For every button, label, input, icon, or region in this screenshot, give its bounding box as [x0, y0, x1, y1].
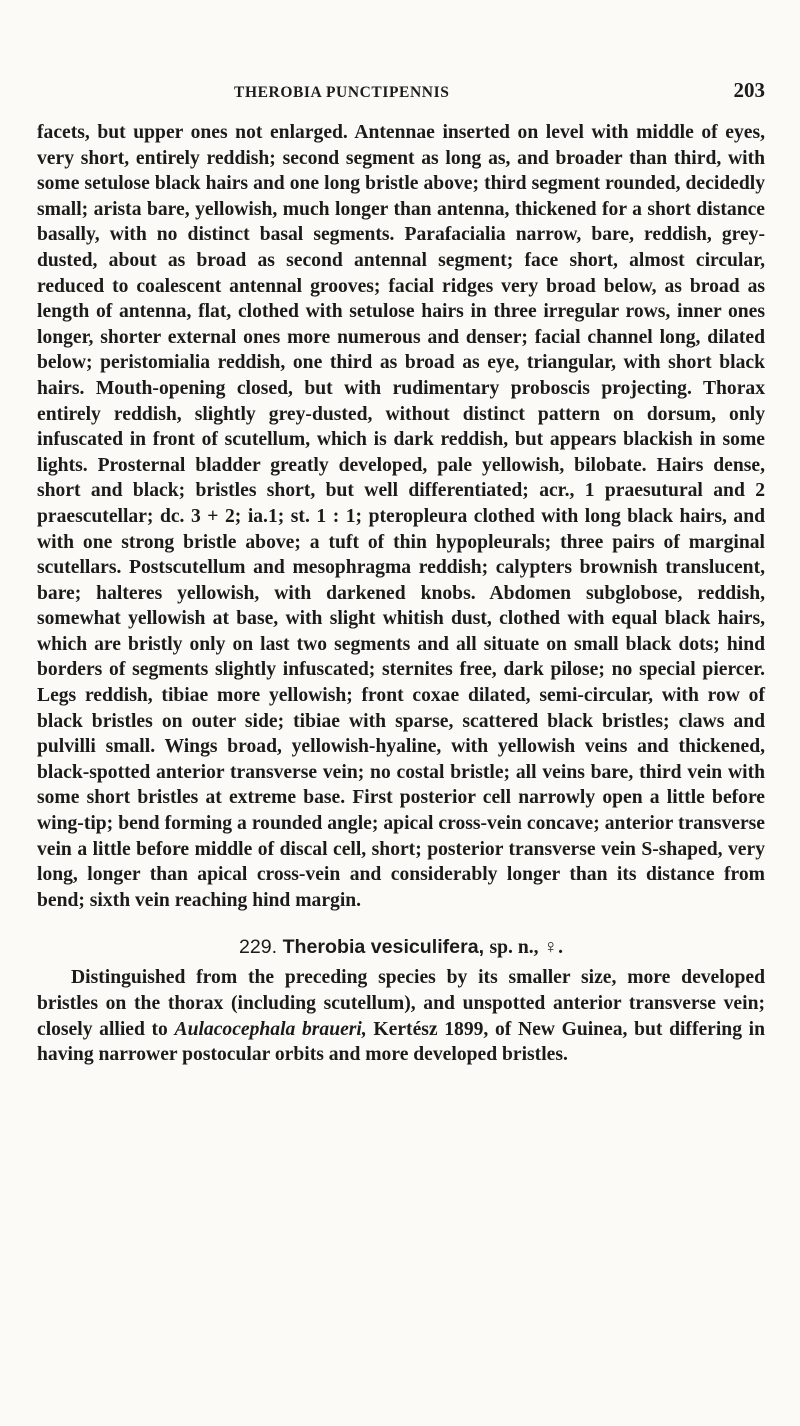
- page-number: 203: [733, 78, 765, 102]
- species-status: sp. n., ♀.: [489, 937, 564, 959]
- species-name: Therobia vesiculifera,: [282, 936, 485, 959]
- running-head: [37, 78, 765, 108]
- species-number: 229.: [238, 936, 278, 959]
- running-title: THEROBIA PUNCTIPENNIS: [234, 84, 450, 101]
- species-heading: [37, 934, 765, 961]
- body-text: [37, 120, 765, 1068]
- diagnosis-text-1: Distinguished from the preceding species by its smaller size, more developed bristles on the thorax (including scutellum), and unspotted anterior transverse vein; closely allied to: [37, 967, 765, 1040]
- page: [37, 78, 765, 1068]
- taxon-citation: Aulacocephala braueri,: [174, 1018, 367, 1040]
- diagnosis-paragraph: [37, 965, 765, 1067]
- diagnosis-text-2: Kertész 1899, of New Guinea, but differing in having narrower postocular orbits and more developed bristles.: [37, 1018, 765, 1066]
- description-paragraph: facets, but upper ones not enlarged. Antennae inserted on level with middle of eyes, very short, entirely reddish; second segment as long as, and broader than third, with some setulose black hairs and one long bristle above; third segment rounded, decidedly small; arista bare, yellowish, much longer than antenna, thickened for a short distance basally, with no distinct basal segments. Parafacialia narrow, bare, reddish, grey-dusted, about as broad as second antennal segment; face short, almost circular, reduced to coalescent antennal grooves; facial ridges very broad below, as broad as length of antenna, flat, clothed with setulose hairs in three irregular rows, inner ones longer, shorter external ones more numerous and denser; facial channel long, dilated below; peristomialia reddish, one third as broad as eye, triangular, with short black hairs. Mouth-opening closed, but with rudimentary proboscis projecting. Thorax entirely reddish, slightly grey-dusted, without distinct pattern on dorsum, only infuscated in front of scutellum, which is dark reddish, but appears blackish in some lights. Prosternal bladder greatly developed, pale yellowish, bilobate. Hairs dense, short and black; bristles short, but well differentiated; acr., 1 praesutural and 2 praescutellar; dc. 3 + 2; ia.1; st. 1 : 1; pteropleura clothed with long black hairs, and with one strong bristle above; a tuft of thin hypopleurals; three pairs of marginal scutellars. Postscutellum and mesophragma reddish; calypters brownish translucent, bare; halteres yellowish, with darkened knobs. Abdomen subglobose, reddish, somewhat yellowish at base, with slight whitish dust, clothed with equal black hairs, which are bristly only on last two segments and all situate on small black dots; hind borders of segments slightly infuscated; sternites free, dark pilose; no special piercer. Legs reddish, tibiae more yellowish; front coxae dilated, semi-circular, with row of black bristles on outer side; tibiae with sparse, scattered black bristles; claws and pulvilli small. Wings broad, yellowish-hyaline, with yellowish veins and thickened, black-spotted anterior transverse vein; no costal bristle; all veins bare, third vein with some short bristles at extreme base. First posterior cell narrowly open a little before wing-tip; bend forming a rounded angle; apical cross-vein concave; anterior transverse vein a little before middle of discal cell, short; posterior transverse vein S-shaped, very long, longer than apical cross-vein and considerably longer than its distance from bend; sixth vein reaching hind margin.: [37, 122, 765, 911]
